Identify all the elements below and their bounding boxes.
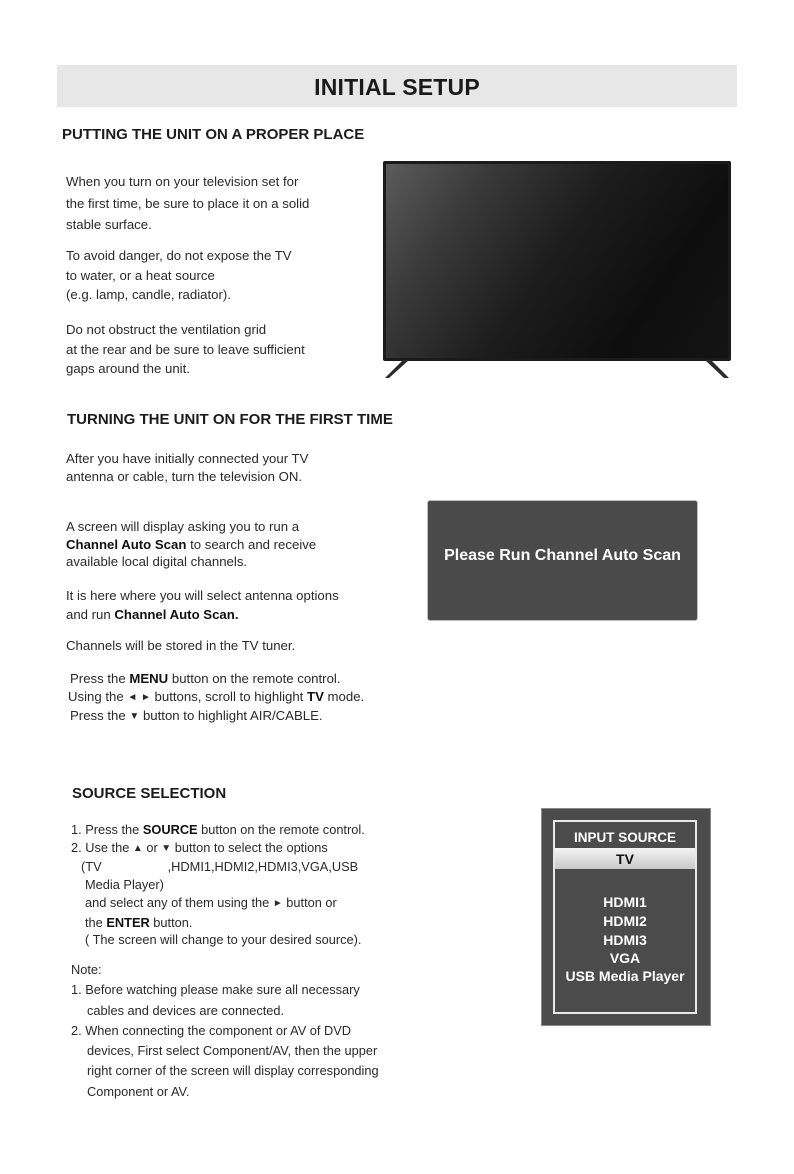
- text-fragment: buttons, scroll to highlight: [150, 688, 308, 704]
- text-fragment: 1. Press the: [71, 822, 143, 837]
- down-arrow-icon: ▼: [161, 842, 172, 854]
- text-line: 1. Before watching please make sure all necessary: [71, 982, 360, 998]
- antenna-paragraph: [66, 586, 406, 624]
- tv-screen: [386, 164, 728, 358]
- text-line: It is here where you will select antenna options: [66, 588, 339, 603]
- down-arrow-icon: ▼: [129, 711, 140, 722]
- bold-term: Channel Auto Scan: [66, 536, 187, 552]
- section-heading-placement: PUTTING THE UNIT ON A PROPER PLACE: [62, 126, 365, 143]
- right-arrow-icon: ►: [140, 691, 151, 703]
- input-source-item-vga[interactable]: VGA: [609, 950, 641, 966]
- source-notes: [71, 960, 411, 1102]
- text-line: at the rear and be sure to leave sufficient: [66, 341, 305, 357]
- text-line: antenna or cable, turn the television ON.: [66, 469, 303, 484]
- text-line: right corner of the screen will display corresponding: [87, 1063, 379, 1079]
- text-line: [66, 536, 406, 554]
- placement-paragraph-1: [66, 172, 366, 235]
- text-line: [71, 894, 401, 914]
- text-line: to water, or a heat source: [66, 267, 215, 283]
- text-fragment: button or: [282, 894, 337, 910]
- text-line: To avoid danger, do not expose the TV: [66, 248, 292, 263]
- text-line: [71, 858, 401, 876]
- text-line: [68, 707, 428, 727]
- text-fragment: or: [142, 839, 162, 855]
- text-fragment: button on the remote control.: [168, 671, 341, 686]
- text-line: After you have initially connected your TV: [66, 451, 309, 466]
- auto-scan-screen: [427, 500, 698, 621]
- text-line: [71, 914, 401, 932]
- text-fragment: mode.: [323, 688, 365, 704]
- bold-term: Channel Auto Scan.: [114, 607, 239, 622]
- text-line: [71, 839, 401, 859]
- text-fragment: Using the: [68, 688, 128, 704]
- placement-paragraph-3: [66, 320, 366, 379]
- text-line: (e.g. lamp, candle, radiator).: [66, 287, 231, 302]
- bold-term: MENU: [129, 671, 169, 686]
- input-source-title: INPUT SOURCE: [573, 830, 676, 845]
- page-title: INITIAL SETUP: [314, 74, 480, 100]
- text-line: [68, 670, 428, 688]
- text-fragment: and select any of them using the: [85, 894, 273, 910]
- bold-term: TV: [307, 688, 324, 704]
- tv-stand-feet: [383, 358, 731, 380]
- text-fragment: (TV: [81, 859, 102, 875]
- text-fragment: and run: [66, 607, 115, 622]
- text-fragment: Press the: [70, 671, 130, 686]
- stored-line: Channels will be stored in the TV tuner.: [66, 638, 296, 653]
- right-arrow-icon: ►: [272, 897, 283, 909]
- left-arrow-icon: ◄: [127, 691, 138, 703]
- text-fragment: to search and receive: [186, 536, 317, 552]
- text-line: 2. When connecting the component or AV of DVD: [71, 1022, 352, 1038]
- text-line: stable surface.: [66, 217, 152, 232]
- input-source-item-hdmi1[interactable]: HDMI1: [603, 894, 647, 910]
- input-source-item-usb[interactable]: USB Media Player: [565, 968, 685, 984]
- text-line: [71, 821, 401, 839]
- tv-foot-right: [705, 360, 729, 378]
- text-line: Do not obstruct the ventilation grid: [66, 322, 267, 337]
- tv-foot-left: [385, 360, 409, 378]
- text-line: Media Player): [85, 877, 164, 893]
- text-fragment: the: [85, 914, 107, 930]
- menu-instructions: [68, 670, 428, 727]
- source-steps: [71, 821, 401, 949]
- text-line: When you turn on your television set for: [66, 174, 299, 189]
- text-fragment: ,HDMI1,HDMI2,HDMI3,VGA,USB: [167, 859, 359, 875]
- input-source-item-hdmi2[interactable]: HDMI2: [603, 913, 647, 929]
- section-heading-first-time: TURNING THE UNIT ON FOR THE FIRST TIME: [67, 411, 393, 428]
- note-label: Note:: [71, 962, 102, 977]
- text-fragment: button to select the options: [171, 839, 328, 855]
- text-line: A screen will display asking you to run a: [66, 519, 300, 534]
- input-source-selected-tv[interactable]: TV: [555, 848, 695, 869]
- first-time-intro: [66, 450, 396, 486]
- up-arrow-icon: ▲: [132, 842, 143, 854]
- bold-term: ENTER: [106, 914, 150, 930]
- text-line: [68, 688, 428, 708]
- text-line: Component or AV.: [87, 1083, 190, 1099]
- text-fragment: button to highlight AIR/CABLE.: [139, 708, 323, 723]
- input-source-item-hdmi3[interactable]: HDMI3: [603, 932, 647, 948]
- text-fragment: button on the remote control.: [197, 822, 365, 837]
- text-line: gaps around the unit.: [66, 361, 190, 376]
- text-fragment: Press the: [70, 708, 130, 723]
- auto-scan-paragraph: [66, 518, 406, 571]
- text-line: cables and devices are connected.: [87, 1002, 285, 1018]
- text-fragment: 2. Use the: [71, 839, 133, 855]
- bold-term: SOURCE: [142, 822, 198, 837]
- text-line: available local digital channels.: [66, 554, 248, 569]
- text-fragment: button.: [149, 914, 193, 930]
- text-line: devices, First select Component/AV, then the upper: [87, 1043, 378, 1059]
- section-heading-source: SOURCE SELECTION: [72, 785, 227, 802]
- text-line: the first time, be sure to place it on a solid: [66, 195, 310, 211]
- text-line: ( The screen will change to your desired source).: [85, 932, 362, 948]
- page-title-bar: [57, 65, 737, 107]
- text-line: [66, 605, 406, 624]
- placement-paragraph-2: [66, 246, 366, 305]
- auto-scan-message: Please Run Channel Auto Scan: [444, 547, 681, 564]
